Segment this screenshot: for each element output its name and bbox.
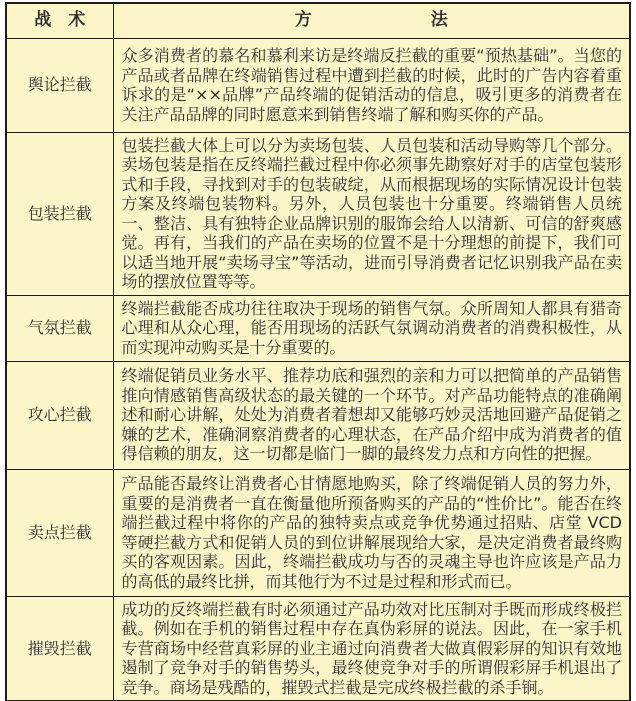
tactic-cell: 卖点拦截 <box>6 469 113 596</box>
tactic-cell: 舆论拦截 <box>6 38 113 132</box>
tactic-cell: 攻心拦截 <box>6 361 113 469</box>
header-method: 方 法 <box>113 3 630 38</box>
method-cell: 终端促销员业务水平、推荐功底和强烈的亲和力可以把简单的产品销售推向情感销售高级状态的最关键的一个环节。对产品功能特点的准确阐述和耐心讲解，处处为消费者着想却又能够巧妙灵活地回避产品促销之嫌的艺术，准确洞察消费者的心理状态，在产品介绍中成为消费者的值得信赖的朋友，这一切都是临门一脚的最终发力点和方向性的把握。 <box>113 361 630 469</box>
method-cell: 产品能否最终让消费者心甘情愿地购买，除了终端促销人员的努力外，重要的是消费者一直在衡量他所预备购买的产品的“性价比”。能否在终端拦截过程中将你的产品的独特卖点或竞争优势通过招贴、店堂 VCD 等硬拦截方式和促销人员的到位讲解展现给大家，是决定消费者最终购买的客观因素。因此，终端拦截成功与否的灵魂主导也许应该是产品力的高低的最终比拼，而其他行为不过是过程和形式而已。 <box>113 469 630 596</box>
method-cell: 众多消费者的慕名和慕利来访是终端反拦截的重要“预热基础”。当您的产品或者品牌在终端销售过程中遭到拦截的时候，此时的广告内容着重诉求的是“××品牌”产品终端的促销活动的信息，吸引更多的消费者在关注产品品牌的同时愿意来到销售终端了解和购买你的产品。 <box>113 38 630 132</box>
table-row <box>6 295 630 361</box>
method-cell: 包装拦截大体上可以分为卖场包装、人员包装和活动导购等几个部分。卖场包装是指在反终端拦截过程中你必须事先勘察好对手的店堂包装形式和手段，寻找到对手的包装破绽，从而根据现场的实际情况设计包装方案及终端包装物料。另外，人员包装也十分重要。终端销售人员统一、整洁、具有独特企业品牌识别的服饰会给人以清新、可信的舒爽感觉。再有，当我们的产品在卖场的位置不是十分理想的前提下，我们可以适当地开展“卖场寻宝”等活动，进而引导消费者记忆识别我产品在卖场的摆放位置等等。 <box>113 132 630 295</box>
table-row <box>6 361 630 469</box>
tactic-cell: 摧毁拦截 <box>6 596 113 701</box>
table-row <box>6 596 630 701</box>
table-row <box>6 38 630 132</box>
table-row <box>6 469 630 596</box>
tactics-methods-table <box>5 2 631 701</box>
header-tactic: 战 术 <box>6 3 113 38</box>
table-row <box>6 132 630 295</box>
table-header-row <box>6 3 630 38</box>
method-cell: 成功的反终端拦截有时必须通过产品功效对比压制对手既而形成终极拦截。例如在手机的销售过程中存在真伪彩屏的说法。因此，在一家手机专营商场中经营真彩屏的业主通过向消费者大做真假彩屏的知识有效地遏制了竞争对手的销售势头，最终使竞争对手的所谓假彩屏手机退出了竞争。商场是残酷的，摧毁式拦截是完成终极拦截的杀手锏。 <box>113 596 630 701</box>
tactic-cell: 包装拦截 <box>6 132 113 295</box>
method-cell: 终端拦截能否成功往往取决于现场的销售气氛。众所周知人都具有猎奇心理和从众心理，能否用现场的活跃气氛调动消费者的消费积极性，从而实现冲动购买是十分重要的。 <box>113 295 630 361</box>
tactic-cell: 气氛拦截 <box>6 295 113 361</box>
